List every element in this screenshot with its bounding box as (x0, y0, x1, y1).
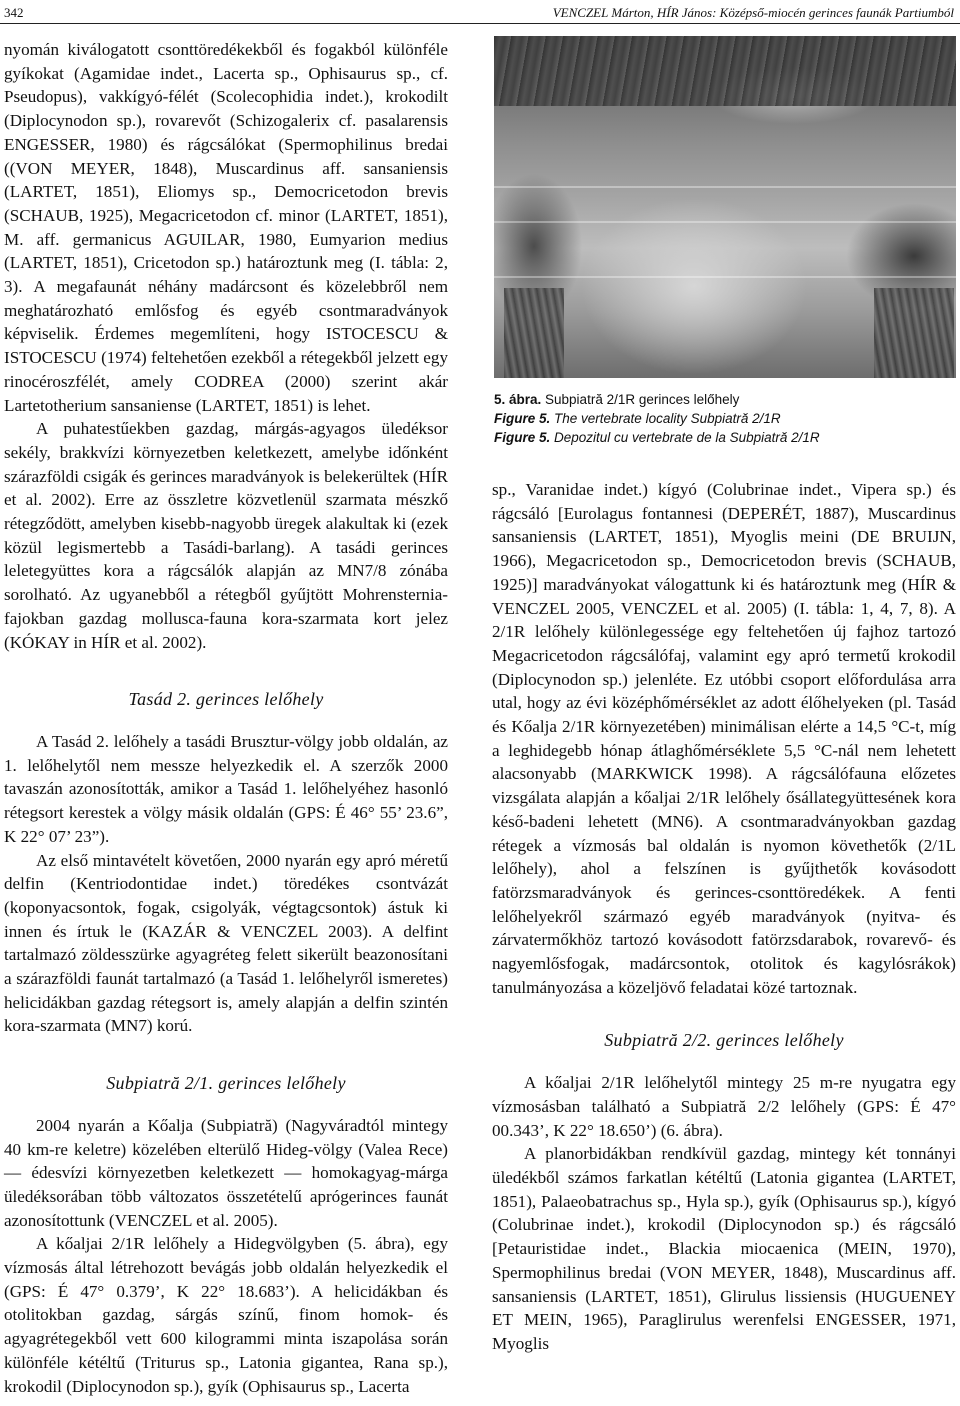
caption-en: Figure 5. The vertebrate locality Subpiatră 2/1R (494, 411, 781, 426)
paragraph: A kőaljai 2/1R lelőhely a Hidegvölgyben (5. ábra), egy vízmosás által létrehozott bevágás jobb oldalán helyezkedik el (GPS: É 47° 0.379’, K 22° 18.683’). A helicidákban és otolitokban gazdag, sárgás színű, finom homok- és agyagrétegekből vett 600 kilogrammi minta iszapolása során különféle kétéltű (Triturus sp., Latonia gigantea, Rana sp.), krokodil (Diplocynodon sp.), gyík (Ophisaurus sp., Lacerta (4, 1234, 448, 1396)
photo-stratum (494, 276, 956, 278)
paragraph: A planorbidákban rendkívül gazdag, mintegy két tonnányi üledékből számos farkatlan kétéltű (Latonia gigantea (LARTET, 1851), Palaeobatrachus sp., Hyla sp.), gyík (Ophisaurus sp.), kígyó (Colubrinae indet.), krokodil (Diplocynodon sp.) és rágcsáló [Petauristidae indet., Blackia miocaenica (MEIN, 1970), Spermophilinus bredai (VON MEYER, 1848), Muscardinus aff. sansaniensis (LARTET, 1851), Glirulus lissiensis (HUGUENEY ET MEIN, 1965), Paraglirulus werenfelsi ENGESSER, 1971, Myoglis (492, 1144, 956, 1353)
right-column (492, 478, 956, 1356)
caption-hu: 5. ábra. Subpiatră 2/1R gerinces lelőhely (494, 392, 740, 407)
page-header (0, 0, 960, 26)
section-heading: Subpiatră 2/1. gerinces lelőhely (106, 1073, 346, 1094)
section-heading: Subpiatră 2/2. gerinces lelőhely (604, 1030, 844, 1051)
section-heading: Tasád 2. gerinces lelőhely (128, 689, 324, 710)
running-head: VENCZEL Márton, HÍR János: Középső-miocén gerinces faunák Partiumból (552, 5, 954, 20)
paragraph: nyomán kiválogatott csonttöredékekből és fogakból különféle gyíkokat (Agamidae indet., Lacerta sp., Ophisaurus sp., cf. Pseudopus), vakkígyó-félét (Scolecophidia indet.), krokodilt (Diplocynodon sp.), rovarevőt (Schizogalerix cf. pasalarensis ENGESSER, 1980) és rágcsálókat (Spermophilinus bredai ((VON MEYER, 1848), Muscardinus aff. sansaniensis (LARTET, 1851), Eliomys sp., Democricetodon brevis (SCHAUB, 1925), Megacricetodon cf. minor (LARTET, 1851), M. aff. germanicus AGUILAR, 1980, Eumyarion medius (LARTET, 1851), Cricetodon sp.) határoztunk meg (I. tábla: 2, 3). A megafaunát néhány madárcsont és közelebbről nem meghatározható emlősfog és egyéb csontmaradványok képviselik. Érdemes megemlíteni, hogy ISTOCESCU & ISTOCESCU (1974) feltehetően ezekből a rétegekből jelzett egy rinocéroszfélét, amely CODREA (2000) szerint akár Lartetotherium sansaniense (LARTET, 1851) is lehet. (4, 40, 448, 415)
photo-stratum (494, 221, 956, 223)
paragraph: 2004 nyarán a Kőalja (Subpiatră) (Nagyváradtól mintegy 40 km-re keletre) közelében elterülő Hideg-völgy (Valea Rece) — édesvízi környezetben keletkezett — homokagyag-márga üledéksorában több változatos összetételű aprógerinces faunát azonosítottunk (VENCZEL et al. 2005). (4, 1115, 448, 1230)
paragraph: A kőaljai 2/1R lelőhelytől mintegy 25 m-re nyugatra egy vízmosásban található a Subpiatră 2/2 lelőhely (GPS: É 47° 00.343’, K 22° 18.650’) (6. ábra). (492, 1073, 956, 1140)
figure-captions (494, 390, 956, 447)
photo-foliage (494, 36, 956, 106)
caption-ro: Figure 5. Depozitul cu vertebrate de la Subpiatră 2/1R (494, 430, 820, 445)
page-number: 342 (4, 5, 24, 20)
photo-plant (504, 288, 564, 378)
paragraph: sp., Varanidae indet.) kígyó (Colubrinae indet., Vipera sp.) és rágcsáló [Eurolagus fontannesi (DEPERÉT, 1887), Muscardinus sansaniensis (LARTET, 1851), Myoglis meini (DE BRUIJN, 1966), Megacricetodon sp., Democricetodon brevis (SCHAUB, 1925)] maradványokat válogattunk ki és határoztunk meg (HÍR & VENCZEL 2005, VENCZEL et al. 2005) (I. tábla: 1, 4, 7, 8). A 2/1R lelőhely különlegessége egy feltehetően új fajhoz tartozó Megacricetodon rágcsálófaj, valamint egy apró termetű krokodil (Diplocynodon sp.) jelenléte. Ez utóbbi csoport előfordulása arra utal, hogy az évi középhőmérséklet az adott élőhelyeken (pl. Tasád és Kőalja 2/1R környezetében) minimálisan elérte a 14,5 °C-t, míg a leghidegebb hónap átlaghőmérséklete 5,5 °C-nál nem lehetett alacsonyabb (MARKWICK 1998). A rágcsálófauna előzetes vizsgálata alapján a kőaljai 2/1R lelőhely ősállategyüttesének kora késő-badeni lehetett (MN6). A csontmaradványokban gazdag rétegek a vízmosás bal oldalán is nyomon követhetők (2/1L lelőhely), ahol a felszínen is gyűjthetők kovásodott fatörzsmaradványok és gerinces-csonttöredékek. A fenti lelőhelyekről származó egyéb maradványok (nyitva- és zárvatermőkhöz tartozó kovásodott fatörzsdarabok, rovarevő- és nagyemlősfogak, madárcsontok, otolitok és kagylósrákok) tanulmányozása a közeljövő feladatai közé tartoznak. (492, 480, 956, 997)
locality-photo (494, 36, 956, 378)
paragraph: Az első mintavételt követően, 2000 nyarán egy apró méretű delfin (Kentriodontidae indet.) töredékes csontvázát (koponyacsontok, fogak, csigolyák, végtagcsontok) ástuk ki innen és írtuk le (KAZÁR & VENCZEL 2003). A delfint tartalmazó zöldesszürke agyagréteg felett sikerült beazonosítani a szárazföldi faunát tartalmazó (a Tasád 1. lelőhelyről ismeretes) helicidákban gazdag rétegsort is, amely alapján a delfin szintén kora-szarmata (MN7) korú. (4, 850, 448, 1036)
header-rule (0, 23, 960, 24)
left-column (4, 38, 448, 1398)
paragraph: A puhatestűekben gazdag, márgás-agyagos üledéksor sekély, brakkvízi környezetben keletkezett, amelybe időnként szárazföldi csigák és gerinces maradványok is belekerültek (HÍR et al. 2002). Erre az összletre közvetlenül szarmata mészkő rétegződött, amelyben kisebb-nagyobb üregek alakultak ki (ezek közül legismertebb a Tasádi-barlang). A tasádi gerinces leletegyüttes kora a rágcsálók alapján az MN7/8 zónába sorolható. Az ugyanebből a rétegből gyűjtött Mohrensternia-fajokban gazdag mollusca-fauna kora-szarmata kort jelez (KÓKAY in HÍR et al. 2002). (4, 419, 448, 652)
photo-plant (874, 288, 954, 378)
paragraph: A Tasád 2. lelőhely a tasádi Brusztur-völgy jobb oldalán, az 1. lelőhelytől nem messze helyezkedik el. A szerzők 2000 tavaszán azonosították, amikor a Tasád 1. lelőhelyéhez hasonló rétegsort kerestek a völgy másik oldalán (GPS: É 46° 55’ 23.6”, K 22° 07’ 23”). (4, 731, 448, 846)
photo-stratum (494, 186, 956, 188)
